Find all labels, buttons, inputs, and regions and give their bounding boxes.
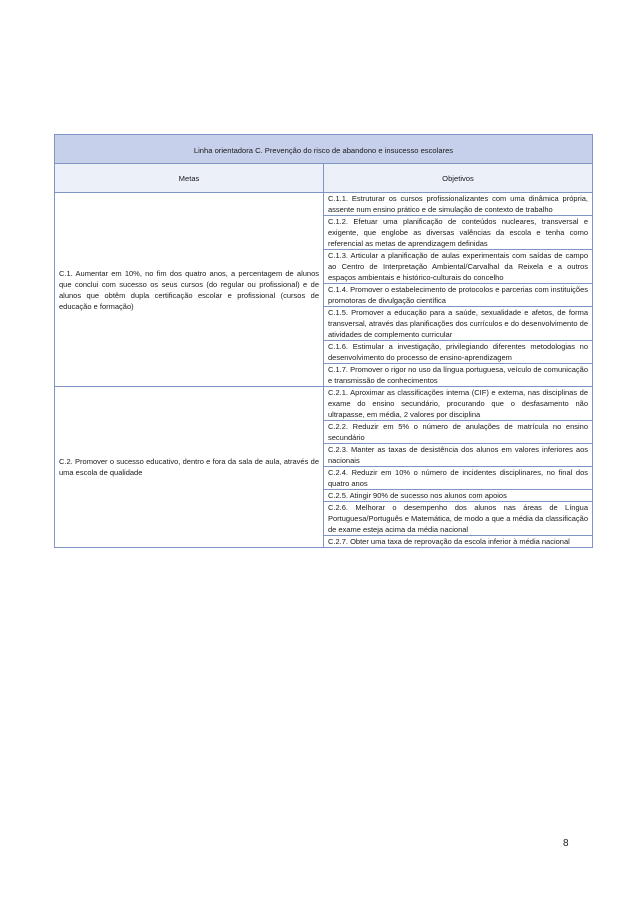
meta-c1: C.1. Aumentar em 10%, no fim dos quatro anos, a percentagem de alunos que conclui com sucesso os seus cursos (do regular ou profissional) e de alunos que obtêm dupla certificação escolar e profissional (cursos de educação e formação): [55, 193, 324, 387]
objective-c2-4: C.2.4. Reduzir em 10% o número de incidentes disciplinares, no final dos quatro anos: [324, 467, 593, 490]
objective-c2-5: C.2.5. Atingir 90% de sucesso nos alunos com apoios: [324, 490, 593, 502]
objective-c2-7: C.2.7. Obter uma taxa de reprovação da escola inferior à média nacional: [324, 536, 593, 548]
objective-c1-4: C.1.4. Promover o estabelecimento de protocolos e parcerias com instituições promotoras de divulgação científica: [324, 284, 593, 307]
column-header-objetivos: Objetivos: [324, 164, 593, 193]
table-row: [55, 387, 593, 421]
objective-c2-1: C.2.1. Aproximar as classificações interna (CIF) e externa, nas disciplinas de exame do ensino secundário, procurando que o desfasamento não ultrapasse, em média, 2 valores por disciplina: [324, 387, 593, 421]
meta-c2: C.2. Promover o sucesso educativo, dentro e fora da sala de aula, através de uma escola de qualidade: [55, 387, 324, 548]
objective-c2-3: C.2.3. Manter as taxas de desistência dos alunos em valores inferiores aos nacionais: [324, 444, 593, 467]
table-header-row: [55, 164, 593, 193]
page-number: 8: [563, 838, 569, 849]
table-title-row: [55, 135, 593, 164]
objective-c1-2: C.1.2. Efetuar uma planificação de conteúdos nucleares, transversal e exigente, que englobe as diversas valências da escola e tenha como referencial as metas de aprendizagem definidas: [324, 216, 593, 250]
objectives-table: [54, 134, 593, 548]
column-header-metas: Metas: [55, 164, 324, 193]
objective-c1-6: C.1.6. Estimular a investigação, privilegiando diferentes metodologias no desenvolvimento do processo de ensino-aprendizagem: [324, 341, 593, 364]
objective-c1-3: C.1.3. Articular a planificação de aulas experimentais com saídas de campo ao Centro de Interpretação Ambiental/Carvalhal da Reixela e a outros espaços ambientais e histórico-culturais do concelho: [324, 250, 593, 284]
objective-c2-2: C.2.2. Reduzir em 5% o número de anulações de matrícula no ensino secundário: [324, 421, 593, 444]
table-row: [55, 193, 593, 216]
table-title: Linha orientadora C. Prevenção do risco de abandono e insucesso escolares: [55, 135, 593, 164]
objective-c1-5: C.1.5. Promover a educação para a saúde, sexualidade e afetos, de forma transversal, através das planificações dos currículos e do desenvolvimento de atividades de complemento curricular: [324, 307, 593, 341]
objective-c2-6: C.2.6. Melhorar o desempenho dos alunos nas áreas de Língua Portuguesa/Português e Matemática, de modo a que a média da classificação de exame esteja acima da média nacional: [324, 502, 593, 536]
objective-c1-7: C.1.7. Promover o rigor no uso da língua portuguesa, veículo de comunicação e transmissão de conhecimentos: [324, 364, 593, 387]
objective-c1-1: C.1.1. Estruturar os cursos profissionalizantes com uma dinâmica própria, assente num ensino prático e de simulação de contexto de trabalho: [324, 193, 593, 216]
